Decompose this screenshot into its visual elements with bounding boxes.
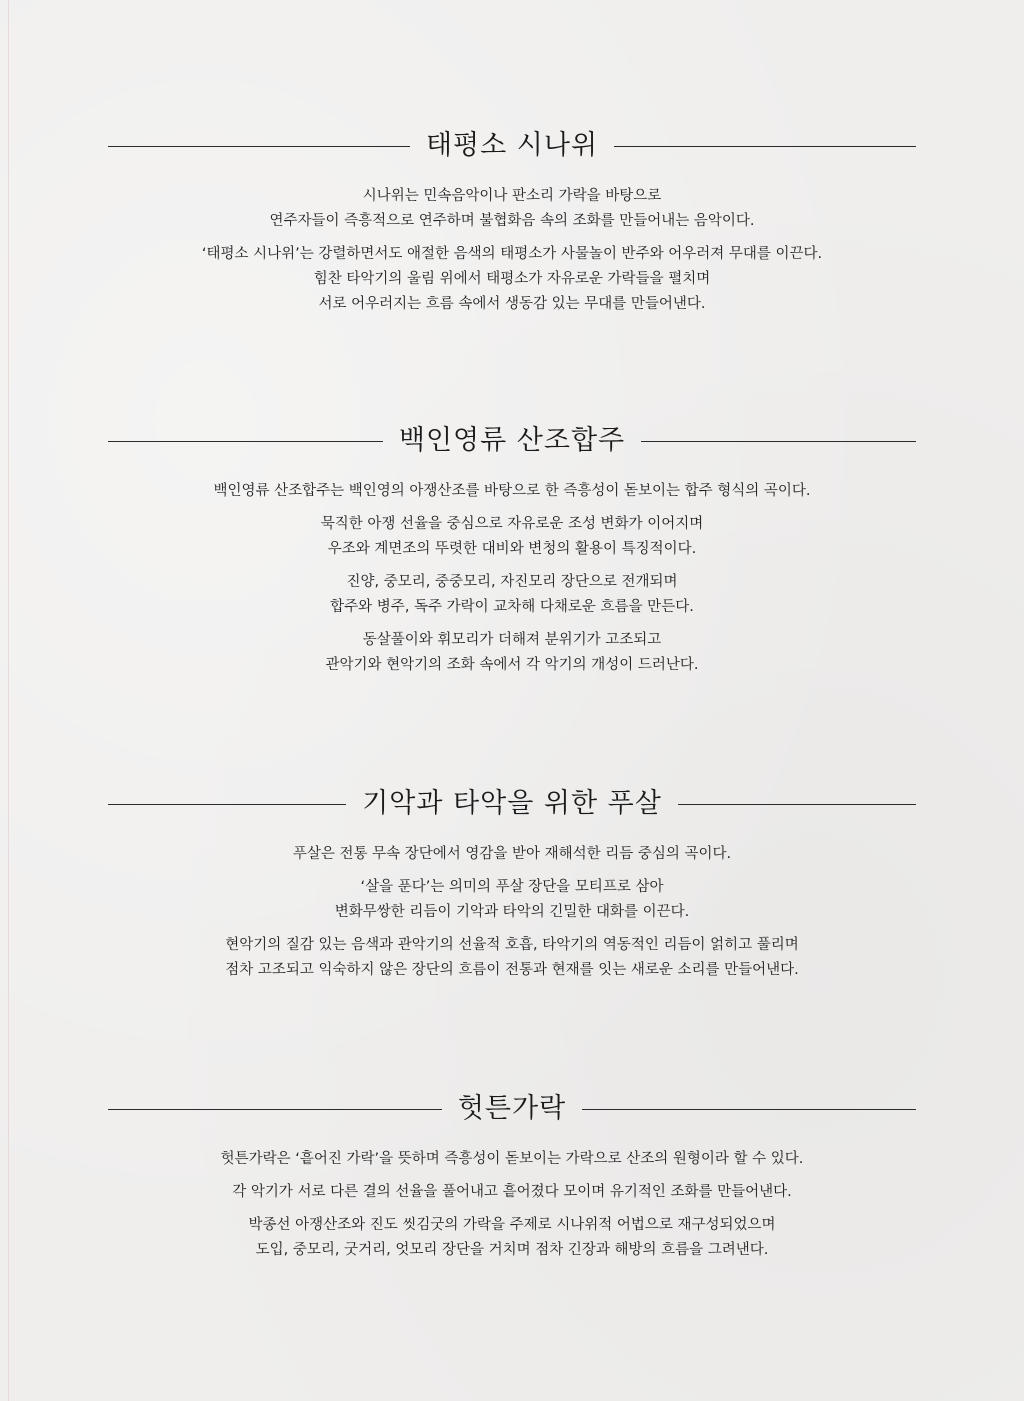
text-line: 백인영류 산조합주는 백인영의 아쟁산조를 바탕으로 한 즉흥성이 돋보이는 합주 형식의 곡이다. <box>213 483 811 499</box>
text-line: 점차 고조되고 익숙하지 않은 장단의 흐름이 전통과 현재를 잇는 새로운 소리를 만들어낸다. <box>225 962 799 978</box>
title-rule-right <box>614 146 916 147</box>
paragraph <box>108 628 916 678</box>
title-rule-left <box>108 804 346 805</box>
text-line: 힘찬 타악기의 울림 위에서 태평소가 자유로운 가락들을 펼치며 <box>313 271 711 287</box>
text-line: 우조와 계면조의 뚜렷한 대비와 변청의 활용이 특징적이다. <box>327 541 697 557</box>
section-baekinyeong-sanjo-hapju <box>108 421 916 686</box>
text-line: 진양, 중모리, 중중모리, 자진모리 장단으로 전개되며 <box>346 574 678 590</box>
text-line: 헛튼가락은 ‘흩어진 가락’을 뜻하며 즉흥성이 돋보이는 가락으로 산조의 원형이라 할 수 있다. <box>220 1151 804 1167</box>
section-title-row <box>108 421 916 461</box>
section-title-row <box>108 784 916 824</box>
title-rule-left <box>108 146 410 147</box>
title-rule-right <box>678 804 916 805</box>
title-rule-right <box>582 1109 916 1110</box>
section-title: 기악과 타악을 위한 푸살 <box>362 788 662 819</box>
section-body <box>108 842 916 983</box>
paragraph <box>108 242 916 317</box>
paragraph <box>108 933 916 983</box>
paragraph <box>108 842 916 867</box>
title-rule-right <box>641 441 916 442</box>
paragraph <box>108 479 916 504</box>
text-line: 동살풀이와 휘모리가 더해져 분위기가 고조되고 <box>362 632 662 648</box>
text-line: 시나위는 민속음악이나 판소리 가락을 바탕으로 <box>362 188 662 204</box>
paragraph <box>108 875 916 925</box>
title-rule-left <box>108 441 383 442</box>
text-line: 변화무쌍한 리듬이 기악과 타악의 긴밀한 대화를 이끈다. <box>334 904 690 920</box>
text-line: 푸살은 전통 무속 장단에서 영감을 받아 재해석한 리듬 중심의 곡이다. <box>292 846 732 862</box>
section-body <box>108 479 916 678</box>
paragraph <box>108 512 916 562</box>
paragraph <box>108 1147 916 1172</box>
section-heotteun-garak <box>108 1089 916 1271</box>
text-line: ‘태평소 시나위’는 강렬하면서도 애절한 음색의 태평소가 사물놀이 반주와 어우러져 무대를 이끈다. <box>201 246 823 262</box>
text-line: 서로 어우러지는 흐름 속에서 생동감 있는 무대를 만들어낸다. <box>318 296 706 312</box>
section-body <box>108 184 916 317</box>
text-line: 박종선 아쟁산조와 진도 씻김굿의 가락을 주제로 시나위적 어법으로 재구성되었으며 <box>248 1217 776 1233</box>
text-line: 합주와 병주, 독주 가락이 교차해 다채로운 흐름을 만든다. <box>330 599 694 615</box>
section-title: 백인영류 산조합주 <box>398 425 626 456</box>
page-edge-line <box>8 0 9 1401</box>
text-line: 각 악기가 서로 다른 결의 선율을 풀어내고 흩어졌다 모이며 유기적인 조화를 만들어낸다. <box>232 1184 792 1200</box>
section-title: 태평소 시나위 <box>425 130 599 161</box>
section-body <box>108 1147 916 1263</box>
section-taepyeongso-sinawi <box>108 126 916 325</box>
text-line: 묵직한 아쟁 선율을 중심으로 자유로운 조성 변화가 이어지며 <box>320 516 704 532</box>
section-title-row <box>108 126 916 166</box>
paragraph <box>108 570 916 620</box>
text-line: 관악기와 현악기의 조화 속에서 각 악기의 개성이 드러난다. <box>325 657 699 673</box>
text-line: 현악기의 질감 있는 음색과 관악기의 선율적 호흡, 타악기의 역동적인 리듬이 얽히고 풀리며 <box>225 937 799 953</box>
text-line: ‘살을 푼다’는 의미의 푸살 장단을 모티프로 삼아 <box>360 879 664 895</box>
text-line: 연주자들이 즉흥적으로 연주하며 불협화음 속의 조화를 만들어내는 음악이다. <box>269 213 755 229</box>
text-line: 도입, 중모리, 굿거리, 엇모리 장단을 거치며 점차 긴장과 해방의 흐름을 그려낸다. <box>255 1242 769 1258</box>
section-pusal <box>108 784 916 991</box>
title-rule-left <box>108 1109 442 1110</box>
paragraph <box>108 184 916 234</box>
paragraph <box>108 1213 916 1263</box>
section-title-row <box>108 1089 916 1129</box>
section-title: 헛튼가락 <box>457 1093 567 1124</box>
paragraph <box>108 1180 916 1205</box>
